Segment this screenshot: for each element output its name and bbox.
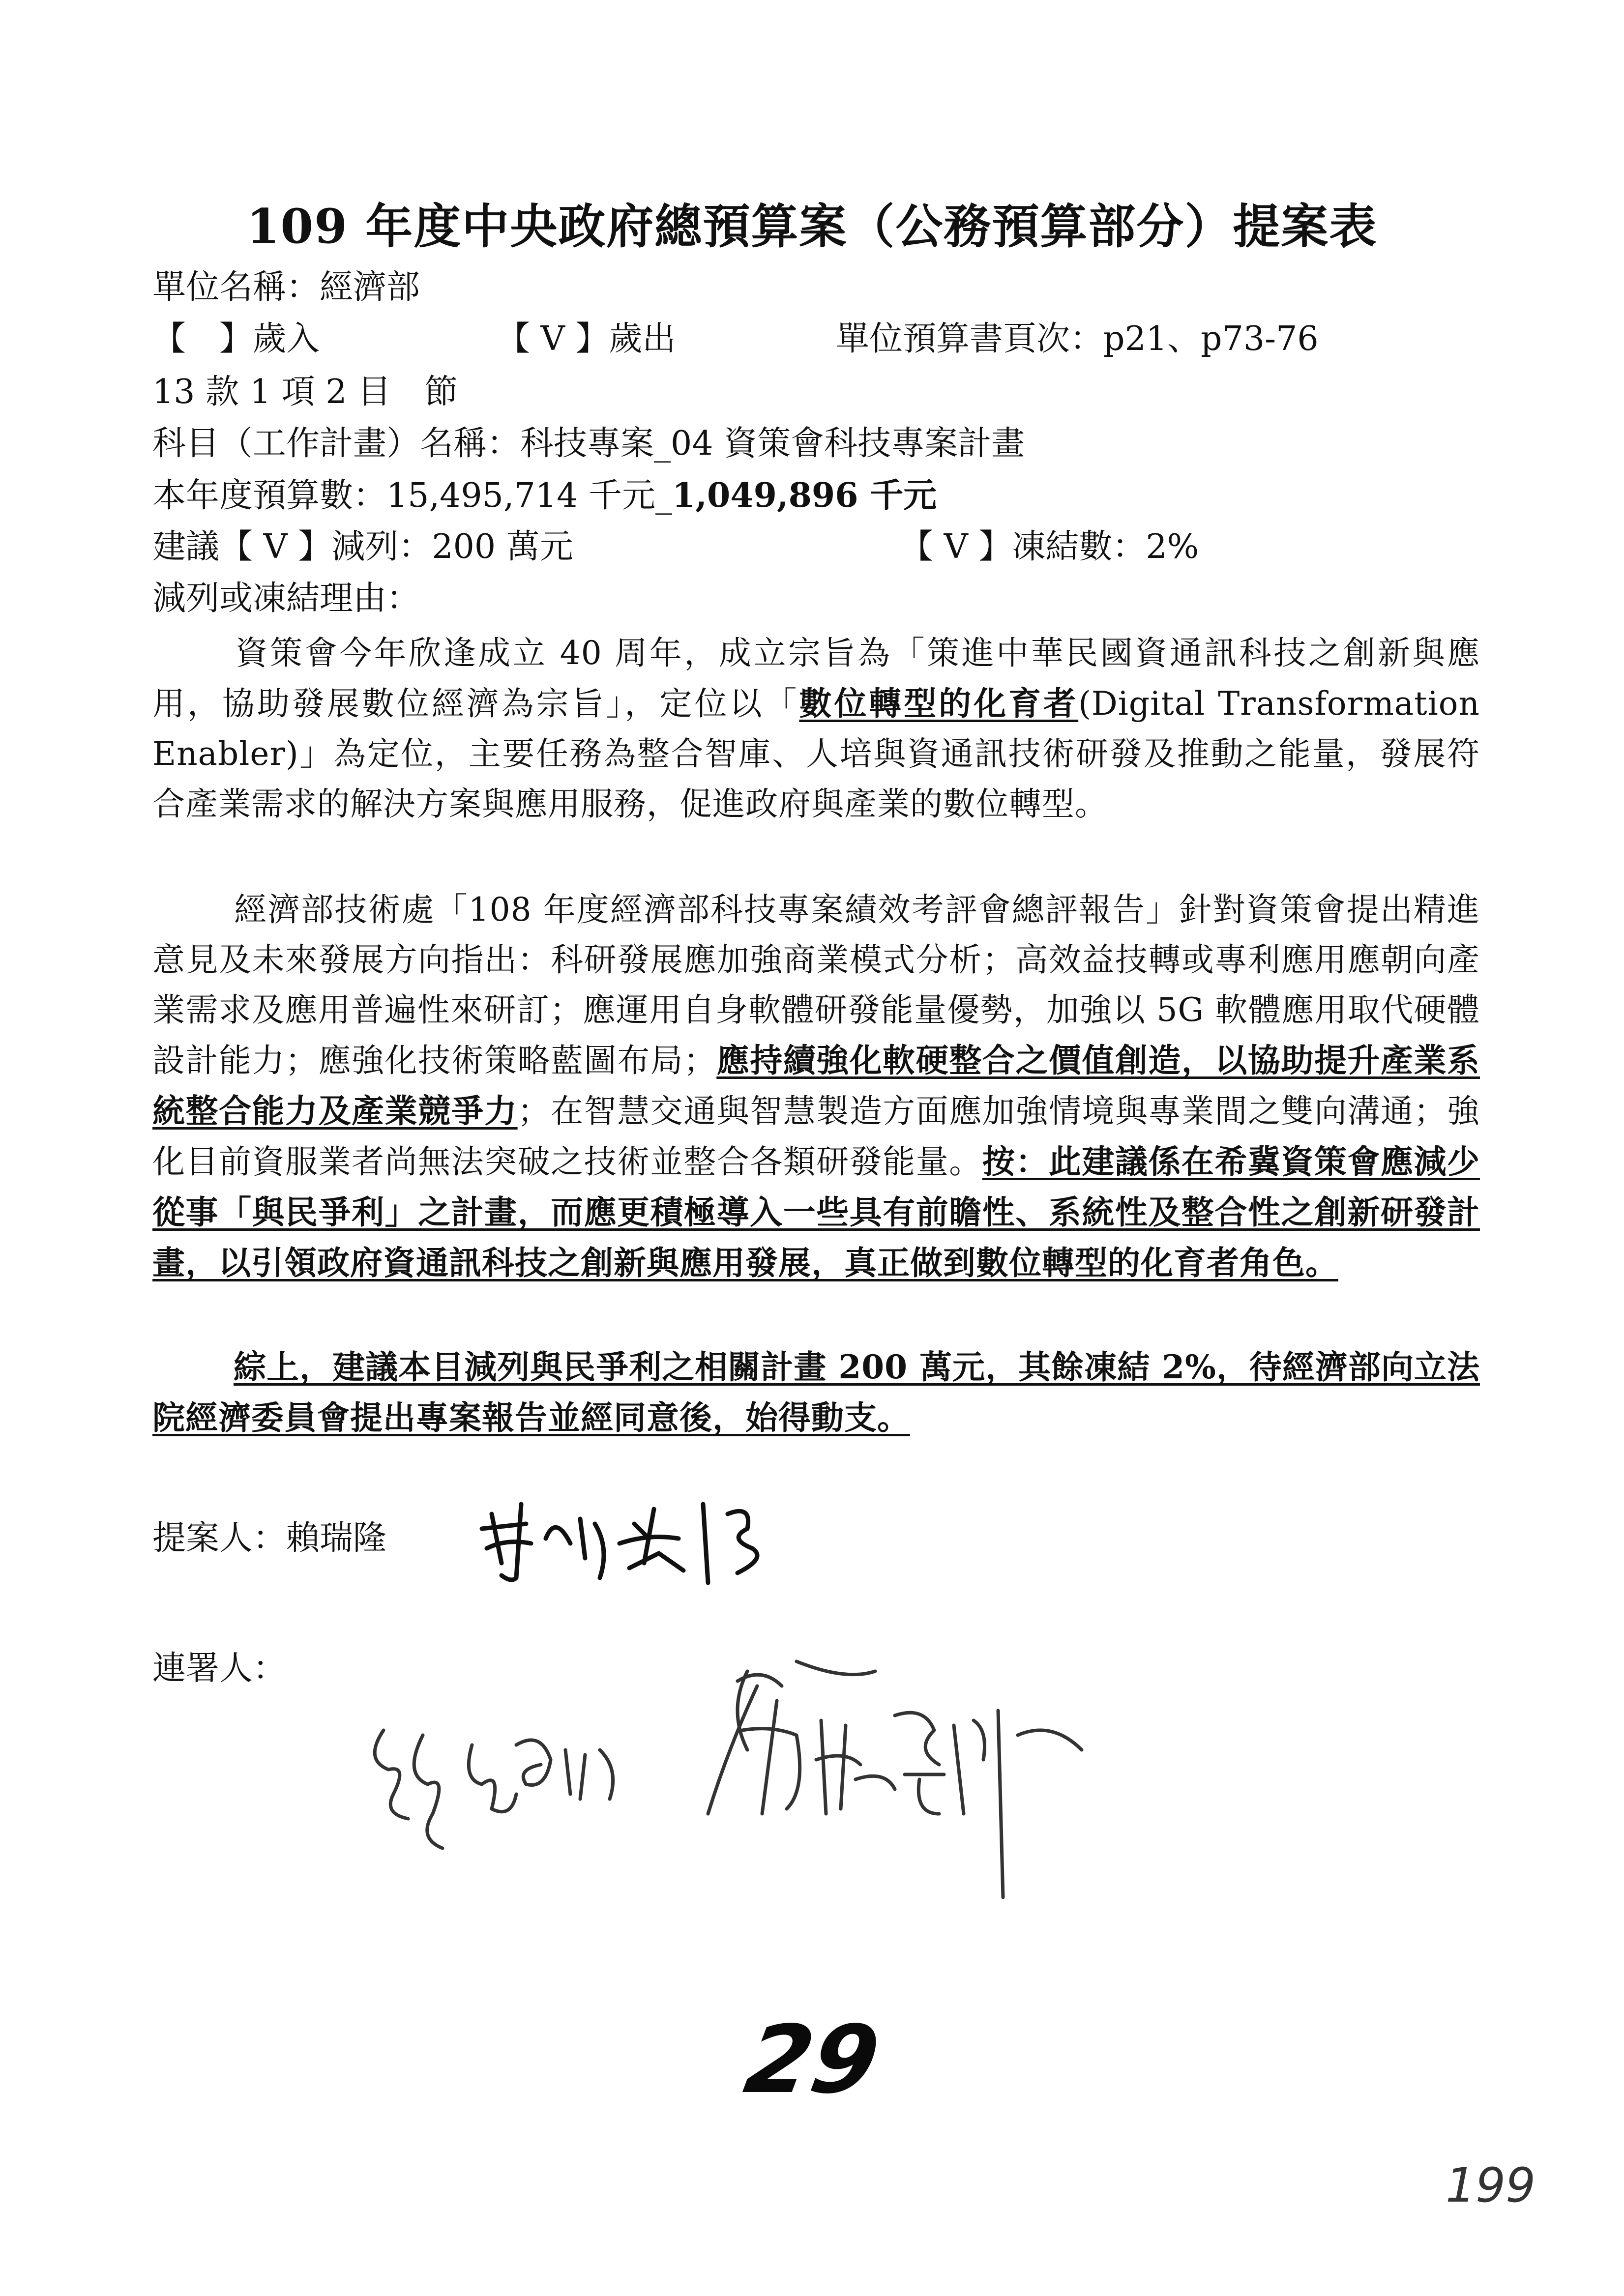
proposal-cut: 建議【 V 】減列：200 萬元 [152,527,573,566]
proposer-label: 提案人：賴瑞隆 [152,1519,387,1558]
reason-label: 減列或凍結理由： [152,579,420,618]
paragraph-2-text-a: 經濟部技術處「108 年度經濟部科技專案績效考評會總評報告」針對資策會提出精進意見及未來發展方向指出：科研發展應加強商業模式分析；高效益技轉或專利應用應朝向產業需求及應用普遍性來研訂；應運用自身軟體研發能量優勢，加強以 5G 軟體應用取代硬體設計能力；應強化技術策略藍圖布局； [152,891,1480,1079]
revenue-checkbox: 【 】歲入 [152,320,320,358]
document-title: 109 年度中央政府總預算案（公務預算部分）提案表 [246,199,1378,254]
paragraph-1-emphasis: 數位轉型的化育者 [799,684,1079,723]
paragraph-2 [152,885,1480,1288]
cosigner-signatures [354,1652,1141,1907]
handwritten-page-number: 29 [738,2005,887,2114]
paragraph-1-text-a: 資策會今年欣逢成立 40 周年，成立宗旨為「策進中華民國資通訊科技之創新與應用，協助發展數位經濟為宗旨」，定位以「 [152,634,1480,723]
budget-amount-bold: 1,049,896 千元 [672,476,937,515]
paragraph-2-text-c: ；在智慧交通與智慧製造方面應加強情境與專業間之雙向溝通；強化目前資服業者尚無法突破之技術並整合各類研發能量。 [152,1092,1480,1181]
expense-checkbox: 【 V 】歲出 [497,320,676,358]
unit-name: 單位名稱：經濟部 [152,268,420,307]
subject-name: 科目（工作計畫）名稱：科技專案_04 資策會科技專案計畫 [152,424,1025,463]
paragraph-1-text-c: (Digital Transformation Enabler)」為定位，主要任務為整合智庫、人培與資通訊技術研發及推動之能量，發展符合產業需求的解決方案與應用服務，促進政府與產業的數位轉型。 [152,685,1480,823]
proposal-freeze: 【 V 】凍結數：2% [900,527,1199,566]
budget-page-reference: 單位預算書頁次：p21、p73-76 [836,320,1319,358]
corner-page-number: 199 [1446,2158,1536,2213]
paragraph-2-note: 按：此建議係在希冀資策會應減少從事「與民爭利」之計畫，而應更積極導入一些具有前瞻性、系統性及整合性之創新研發計畫，以引領政府資通訊科技之創新與應用發展，真正做到數位轉型的化育者角色。 [152,1142,1480,1282]
proposer-signature [472,1484,777,1593]
budget-amount [152,471,937,521]
cosigner-label: 連署人： [152,1649,287,1688]
paragraph-1 [152,628,1480,829]
paragraph-3-text: 綜上，建議本目減列與民爭利之相關計畫 200 萬元，其餘凍結 2%，待經濟部向立法院經濟委員會提出專案報告並經同意後，始得動支。 [152,1348,1480,1437]
paragraph-3 [152,1342,1480,1443]
item-code: 13 款 1 項 2 目 節 [152,373,458,411]
budget-amount-label: 本年度預算數：15,495,714 千元_ [152,476,672,515]
paragraph-2-emphasis: 應持續強化軟硬整合之價值創造，以協助提升產業系統整合能力及產業競爭力 [152,1041,1480,1130]
